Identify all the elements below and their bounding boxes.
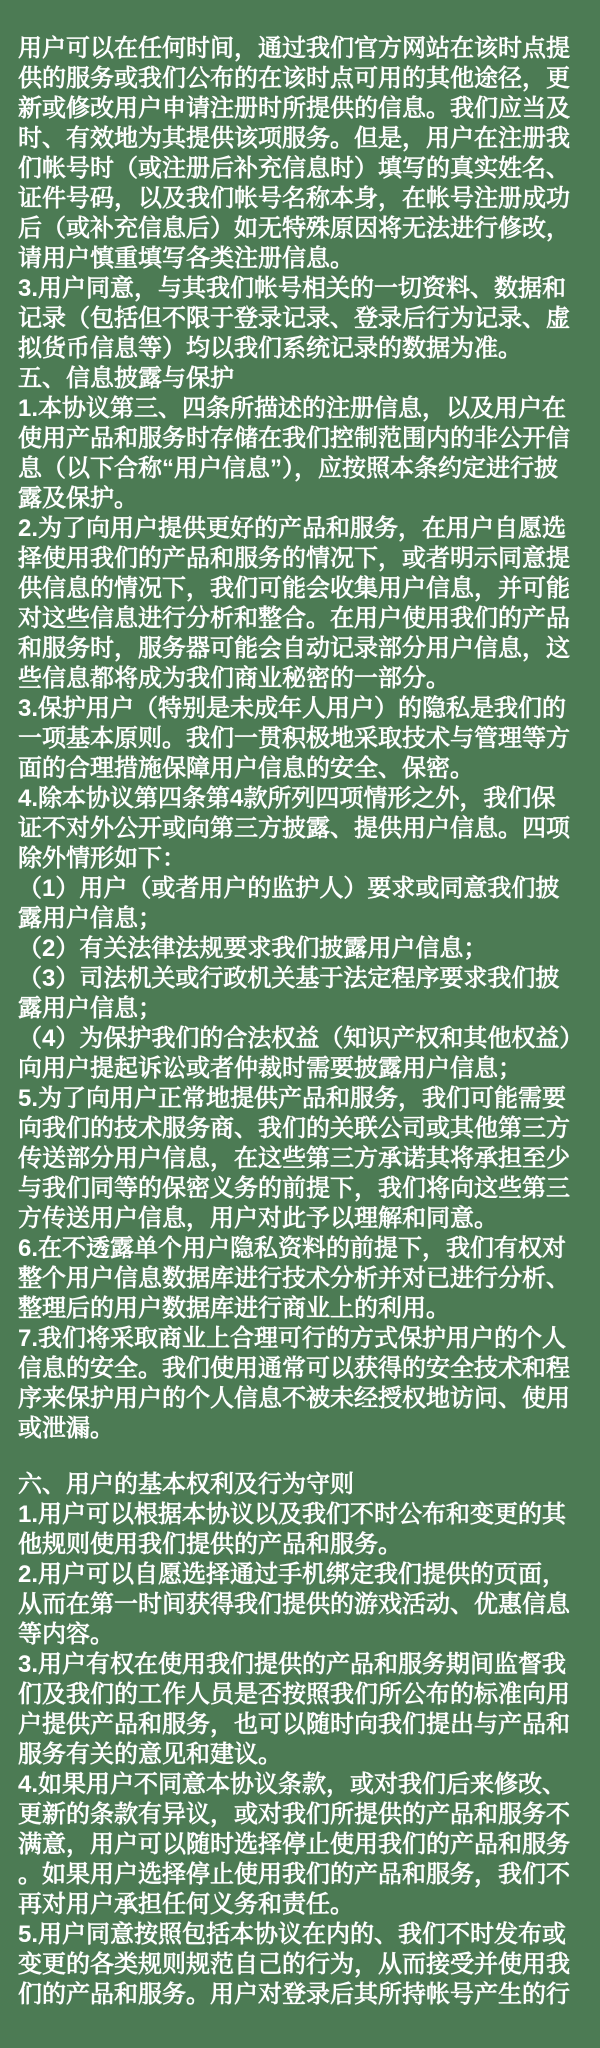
agreement-paragraph: 6.在不透露单个用户隐私资料的前提下，我们有权对整个用户信息数据库进行技术分析并对已进行分析、整理后的用户数据库进行商业上的利用。 — [18, 1235, 570, 1322]
agreement-paragraph: 六、用户的基本权利及行为守则 — [18, 1471, 354, 1498]
agreement-paragraph: 7.我们将采取商业上合理可行的方式保护用户的个人信息的安全。我们使用通常可以获得的安全技术和程序来保护用户的个人信息不被未经授权地访问、使用或泄漏。 — [18, 1325, 570, 1442]
agreement-paragraph: 3.用户同意，与其我们帐号相关的一切资料、数据和记录（包括但不限于登录记录、登录后行为记录、虚拟货币信息等）均以我们系统记录的数据为准。 — [18, 275, 570, 362]
agreement-paragraph: 五、信息披露与保护 — [18, 365, 234, 392]
agreement-paragraph: 5.用户同意按照包括本协议在内的、我们不时发布或变更的各类规则规范自己的行为，从而接受并使用我们的产品和服务。用户对登录后其所持帐号产生的行 — [18, 1921, 570, 2008]
agreement-paragraph: 2.用户可以自愿选择通过手机绑定我们提供的页面，从而在第一时间获得我们提供的游戏活动、优惠信息等内容。 — [18, 1561, 570, 1648]
agreement-paragraph: 4.如果用户不同意本协议条款，或对我们后来修改、更新的条款有异议，或对我们所提供的产品和服务不满意，用户可以随时选择停止使用我们的产品和服务。如果用户选择停止使用我们的产品和服务，我们不再对用户承担任何义务和责任。 — [18, 1771, 570, 1918]
agreement-paragraph: 1.本协议第三、四条所描述的注册信息，以及用户在使用产品和服务时存储在我们控制范围内的非公开信息（以下合称“用户信息”），应按照本条约定进行披露及保护。 — [18, 395, 570, 512]
agreement-paragraph: 3.保护用户（特别是未成年人用户）的隐私是我们的一项基本原则。我们一贯积极地采取技术与管理等方面的合理措施保障用户信息的安全、保密。 — [18, 695, 570, 782]
agreement-paragraph: （2）有关法律法规要求我们披露用户信息； — [18, 935, 488, 962]
blank-line — [18, 1444, 578, 1470]
agreement-paragraph: 1.用户可以根据本协议以及我们不时公布和变更的其他规则使用我们提供的产品和服务。 — [18, 1501, 567, 1558]
agreement-paragraph: （1）用户（或者用户的监护人）要求或同意我们披露用户信息； — [18, 875, 560, 932]
agreement-paragraph: 4.除本协议第四条第4款所列四项情形之外，我们保证不对外公开或向第三方披露、提供用户信息。四项除外情形如下： — [18, 785, 570, 872]
agreement-paragraph: 3.用户有权在使用我们提供的产品和服务期间监督我们及我们的工作人员是否按照我们所公布的标准向用户提供产品和服务，也可以随时向我们提出与产品和服务有关的意见和建议。 — [18, 1651, 570, 1768]
agreement-paragraph: （4）为保护我们的合法权益（知识产权和其他权益）向用户提起诉讼或者仲裁时需要披露用户信息； — [18, 1025, 572, 1082]
agreement-paragraph: 5.为了向用户正常地提供产品和服务，我们可能需要向我们的技术服务商、我们的关联公司或其他第三方传送部分用户信息，在这些第三方承诺其将承担至少与我们同等的保密义务的前提下，我们将向这些第三方传送用户信息，用户对此予以理解和同意。 — [18, 1085, 570, 1232]
document-body — [18, 34, 578, 2010]
agreement-paragraph: 用户可以在任何时间，通过我们官方网站在该时点提供的服务或我们公布的在该时点可用的其他途径，更新或修改用户申请注册时所提供的信息。我们应当及时、有效地为其提供该项服务。但是，用户在注册我们帐号时（或注册后补充信息时）填写的真实姓名、证件号码，以及我们帐号名称本身，在帐号注册成功后（或补充信息后）如无特殊原因将无法进行修改，请用户慎重填写各类注册信息。 — [18, 35, 570, 272]
agreement-paragraph: 2.为了向用户提供更好的产品和服务，在用户自愿选择使用我们的产品和服务的情况下，或者明示同意提供信息的情况下，我们可能会收集用户信息，并可能对这些信息进行分析和整合。在用户使用我们的产品和服务时，服务器可能会自动记录部分用户信息，这些信息都将成为我们商业秘密的一部分。 — [18, 515, 570, 692]
agreement-paragraph: （3）司法机关或行政机关基于法定程序要求我们披露用户信息； — [18, 965, 560, 1022]
